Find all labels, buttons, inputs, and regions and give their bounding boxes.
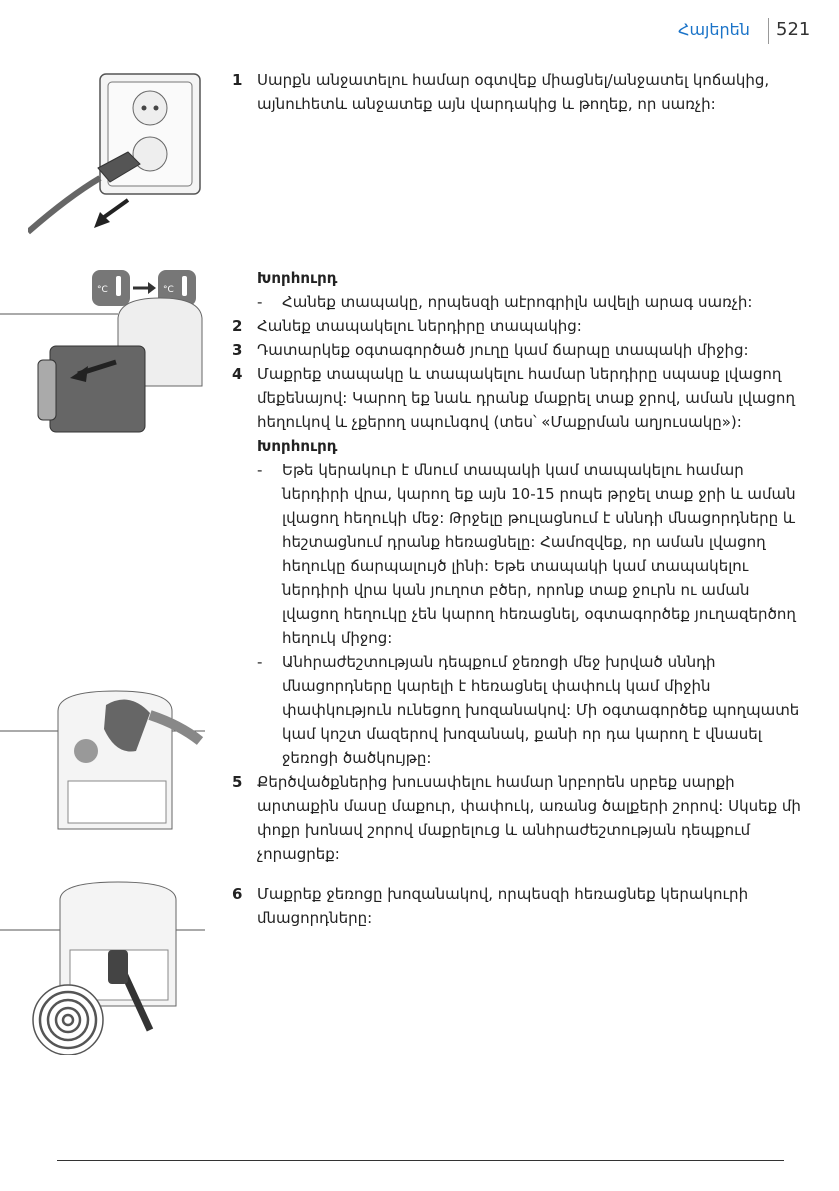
temp-hot-label: °C (97, 285, 108, 295)
step-text: Մաքրեք ջեռոցը խոզանակով, որպեսզի հեռացնեք կերակուրի մնացորդները: (257, 885, 749, 927)
step-number: 1 (232, 71, 243, 89)
step-1 (232, 68, 802, 116)
temp-cold-label: °C (163, 285, 174, 295)
language-label: Հայերեն (678, 20, 750, 39)
unplug-illustration (28, 72, 203, 242)
remove-basket-illustration (0, 268, 205, 440)
wipe-exterior-illustration (0, 685, 205, 837)
page-number: 521 (776, 19, 811, 40)
footer-rule (57, 1160, 784, 1161)
brush-oven-illustration (0, 880, 205, 1055)
heating-coil-icon (33, 985, 103, 1055)
tip-bullet: - Հանեք տապակը, որպեսզի աէրոգրիլն ավելի արագ սառչի: (257, 293, 753, 311)
step-5: 5 Քերծվածքներից խուսափելու համար նրբորեն սրբեք սարքի արտաքին մասը մաքուր, փափուկ, առանց ծալքերի շորով: Սկսեք մի փոքր խոնավ շորով մաքրելուց և անհրաժեշտության դեպքում չորացրեք: (232, 773, 801, 863)
tip-heading: Խորհուրդ (257, 437, 338, 455)
tip-bullet: - Եթե կերակուր է մնում տապակի կամ տապակելու համար ներդիրի վրա, կարող եք այն 10-15 րոպե թրջել տաք ջրի և աման լվացող հեղուկի մեջ: Թրջելը թուլացնում է սննդի մնացորդները և հեշտացնում դրանք հեռացնելը: Համոզվեք, որ աման լվացող հեղուկը ճարպալույծ լինի: Եթե տապակի կամ տապակելու ներդիրի վրա կան յուղոտ բծեր, որոնք տաք ջուրն ու աման լվացող հեղուկը չեն կարող հեռացնել, օգտագործեք յուղազերծող հեղուկ միջոց: (257, 461, 796, 647)
hot-temperature-icon (92, 270, 130, 306)
step-4: 4 Մաքրեք տապակը և տապակելու համար ներդիրը սպասք լվացող մեքենայով: Կարող եք նաև դրանք մաքրել տաք ջրով, աման լվացող հեղուկով և չքերող սպունգով (տես՝ «Մաքրման աղյուսակը»): (232, 365, 795, 431)
tip-heading: Խորհուրդ (257, 269, 338, 287)
step-text: Սարքն անջատելու համար օգտվեք միացնել/անջատել կոճակից, այնուհետև անջատեք այն վարդակից և թողեք, որ սառչի: (257, 71, 770, 113)
step-3: 3 Դատարկեք օգտագործած յուղը կամ ճարպը տապակի միջից: (232, 341, 749, 359)
tip-bullet: - Անհրաժեշտության դեպքում ջեռոցի մեջ խրված սննդի մնացորդները կարելի է հեռացնել փափուկ կամ միջին փափկություն ունեցող խոզանակով: Մի օգտագործեք պողպատե կամ կոշտ մազերով խոզանակ, քանի որ դա կարող է վնասել ջեռոցի ծածկույթը: (257, 653, 800, 767)
step-2: 2 Հանեք տապակելու ներդիրը տապակից: (232, 317, 582, 335)
step-6 (232, 882, 802, 930)
step-number: 6 (232, 885, 243, 903)
header-divider (768, 18, 769, 44)
instructions-block (232, 266, 802, 866)
